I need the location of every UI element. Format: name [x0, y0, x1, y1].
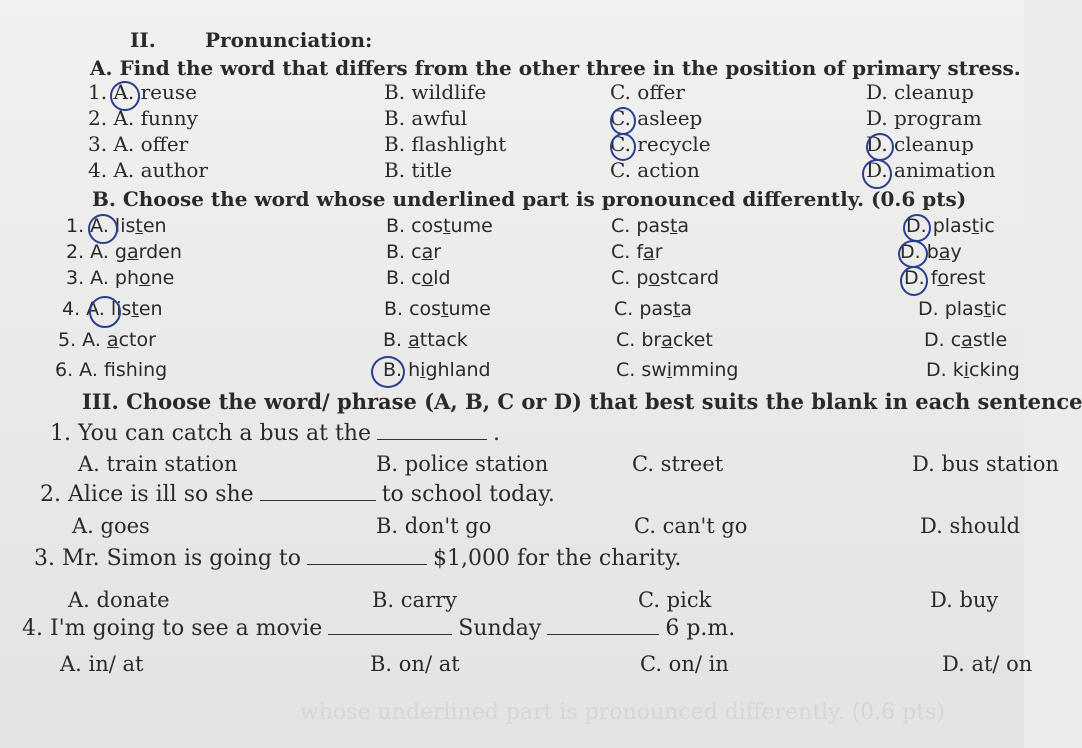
- part-b-option: [611, 240, 663, 264]
- answer-blank: [547, 616, 659, 635]
- option-text: 5. A.: [58, 329, 107, 351]
- option-text: stle: [972, 329, 1008, 351]
- stem-text: .: [493, 421, 500, 446]
- option-text: B. cos: [386, 215, 444, 237]
- part-b-option: [924, 328, 1007, 352]
- question-option: B. police station: [376, 452, 549, 476]
- underlined-sound: t: [443, 215, 451, 237]
- underlined-sound: i: [666, 359, 673, 381]
- question-option: C. pick: [638, 588, 712, 612]
- answer-mark-b1: [88, 214, 118, 244]
- question-option: C. street: [632, 452, 724, 476]
- part-b-option: [616, 358, 738, 382]
- option-text: cking: [969, 359, 1020, 381]
- question-option: B. on/ at: [370, 652, 460, 676]
- option-text: D. plas: [906, 215, 972, 237]
- option-text: 1. A.: [66, 215, 115, 237]
- part-a-option: 1. A. reuse: [88, 80, 197, 104]
- underlined-sound: o: [937, 267, 950, 289]
- part-b-option: [66, 240, 182, 264]
- part-a-option: C. asleep: [610, 106, 703, 130]
- option-text: cket: [672, 329, 713, 351]
- option-text: B. cos: [384, 298, 442, 320]
- option-text: C. p: [611, 267, 649, 289]
- part-a-option: B. wildlife: [384, 80, 487, 104]
- underlined-sound: t: [669, 215, 678, 237]
- part-a-option: 2. A. funny: [88, 106, 198, 130]
- underlined-sound: t: [135, 215, 143, 237]
- underlined-sound: o: [648, 267, 661, 289]
- underlined-sound: t: [131, 298, 139, 320]
- question-option: B. carry: [372, 588, 458, 612]
- part-b-option: [386, 266, 451, 290]
- part-a-option: D. program: [866, 106, 982, 130]
- underlined-sound: a: [961, 329, 973, 351]
- stem-text: to school today.: [381, 482, 555, 507]
- option-text: mming: [672, 359, 739, 381]
- option-text: ld: [433, 267, 451, 289]
- stem-text: $1,000 for the charity.: [433, 546, 682, 571]
- question-option: C. can't go: [634, 514, 748, 538]
- answer-mark-b6: [371, 356, 405, 388]
- question-option: D. at/ on: [942, 652, 1033, 676]
- stem-text: 6 p.m.: [665, 616, 736, 641]
- option-text: B.: [383, 329, 409, 351]
- option-text: en: [138, 298, 163, 320]
- part-a-option: 3. A. offer: [88, 132, 189, 156]
- part-b-option: [384, 297, 491, 321]
- option-text: en: [142, 215, 167, 237]
- option-text: shing: [115, 359, 168, 381]
- part-b-option: [55, 358, 167, 382]
- option-text: C. f: [611, 241, 644, 263]
- option-text: 3. A. ph: [66, 267, 140, 289]
- underlined-sound: a: [661, 329, 673, 351]
- part-b-title: B. Choose the word whose underlined part is pronounced differently. (0.6 pts): [92, 187, 967, 211]
- question-option: D. should: [920, 514, 1021, 538]
- answer-mark-a3: [610, 133, 636, 161]
- option-text: a: [680, 298, 693, 320]
- option-text: stcard: [660, 267, 720, 289]
- question-stem: [50, 421, 500, 446]
- answer-mark-a3d: [866, 133, 894, 161]
- section-number: II.: [130, 28, 156, 52]
- question-option: D. bus station: [912, 452, 1059, 476]
- option-text: D. f: [904, 267, 938, 289]
- underlined-sound: t: [983, 298, 992, 320]
- question-option: B. don't go: [376, 514, 492, 538]
- question-option: A. train station: [78, 452, 238, 476]
- stem-text: 1. You can catch a bus at the: [50, 421, 371, 446]
- underlined-sound: a: [106, 329, 119, 351]
- part-b-option: [66, 266, 174, 290]
- part-a-option: B. flashlight: [384, 132, 507, 156]
- option-text: r: [433, 241, 442, 263]
- underlined-sound: o: [421, 267, 434, 289]
- part-c-title: III. Choose the word/ phrase (A, B, C or D) that best suits the blank in each sentence: [82, 389, 1082, 414]
- option-text: D. plas: [918, 298, 984, 320]
- underlined-sound: t: [971, 215, 980, 237]
- option-text: ghland: [425, 359, 491, 381]
- answer-mark-b2: [898, 240, 928, 268]
- answer-blank: [377, 421, 487, 440]
- option-text: D. c: [924, 329, 962, 351]
- part-a-title: A. Find the word that differs from the other three in the position of primary stress.: [90, 56, 1021, 80]
- option-text: y: [950, 241, 962, 263]
- answer-blank: [307, 546, 427, 565]
- option-text: B. h: [383, 359, 421, 381]
- answer-mark-b1d: [903, 214, 931, 242]
- question-stem: [22, 616, 735, 641]
- answer-mark-a2: [610, 107, 636, 135]
- answer-mark-a1: [110, 81, 140, 111]
- section-title: Pronunciation:: [205, 28, 373, 52]
- stem-text: 3. Mr. Simon is going to: [34, 546, 301, 571]
- part-b-option: [58, 328, 156, 352]
- question-stem: [34, 546, 681, 571]
- question-stem: [40, 482, 555, 507]
- option-text: 6. A. f: [55, 359, 116, 381]
- option-text: C. pas: [614, 298, 673, 320]
- option-text: ctor: [118, 329, 156, 351]
- underlined-sound: t: [441, 298, 449, 320]
- option-text: ume: [448, 298, 491, 320]
- part-b-option: [918, 297, 1007, 321]
- stem-text: Sunday: [458, 616, 542, 641]
- option-text: 4. A. lis: [62, 298, 132, 320]
- underlined-sound: a: [643, 241, 655, 263]
- underlined-sound: a: [421, 241, 434, 263]
- answer-mark-a4: [862, 159, 892, 189]
- option-text: ne: [150, 267, 175, 289]
- part-a-option: D. cleanup: [866, 80, 974, 104]
- option-text: rest: [949, 267, 986, 289]
- question-option: A. goes: [72, 514, 150, 538]
- part-a-option: D. cleanup: [866, 132, 974, 156]
- part-b-option: [616, 328, 713, 352]
- part-b-option: [386, 214, 493, 238]
- option-text: lis: [114, 215, 136, 237]
- option-text: B. c: [386, 267, 422, 289]
- underlined-sound: a: [126, 241, 139, 263]
- part-a-option: B. title: [384, 158, 453, 182]
- underlined-sound: i: [420, 359, 426, 381]
- part-b-option: [614, 297, 692, 321]
- part-a-option: B. awful: [384, 106, 468, 130]
- stem-text: 4. I'm going to see a movie: [22, 616, 323, 641]
- underlined-sound: t: [672, 298, 681, 320]
- part-a-option: C. action: [610, 158, 700, 182]
- answer-blank: [328, 616, 452, 635]
- part-b-option: [926, 358, 1020, 382]
- underlined-sound: a: [938, 241, 951, 263]
- answer-mark-b3: [900, 266, 928, 296]
- option-text: ic: [979, 215, 995, 237]
- question-option: A. donate: [68, 588, 170, 612]
- question-option: A. in/ at: [60, 652, 144, 676]
- stem-text: 2. Alice is ill so she: [40, 482, 254, 507]
- underlined-sound: o: [139, 267, 151, 289]
- option-text: ume: [450, 215, 493, 237]
- option-text: C. pas: [611, 215, 670, 237]
- option-text: ic: [991, 298, 1007, 320]
- option-text: 2. A. g: [66, 241, 127, 263]
- part-a-option: C. offer: [610, 80, 685, 104]
- option-text: C. sw: [616, 359, 667, 381]
- underlined-sound: a: [408, 329, 420, 351]
- question-option: C. on/ in: [640, 652, 729, 676]
- part-a-option: 4. A. author: [88, 158, 208, 182]
- answer-mark-b4: [89, 296, 121, 328]
- part-b-option: [611, 266, 719, 290]
- bleed-through-text: whose underlined part is pronounced differently. (0.6 pts): [300, 700, 945, 725]
- part-b-option: [611, 214, 689, 238]
- question-option: D. buy: [930, 588, 999, 612]
- option-text: D. k: [926, 359, 964, 381]
- option-text: C. br: [616, 329, 662, 351]
- underlined-sound: i: [963, 359, 969, 381]
- part-a-option: D. animation: [866, 158, 996, 182]
- option-text: rden: [138, 241, 182, 263]
- answer-blank: [260, 482, 376, 501]
- option-text: a: [677, 215, 690, 237]
- part-a-option: C. recycle: [610, 132, 711, 156]
- option-text: ttack: [419, 329, 468, 351]
- option-text: D. b: [900, 241, 939, 263]
- option-text: r: [654, 241, 663, 263]
- part-b-option: [383, 328, 468, 352]
- part-b-option: [386, 240, 441, 264]
- option-text: B. c: [386, 241, 422, 263]
